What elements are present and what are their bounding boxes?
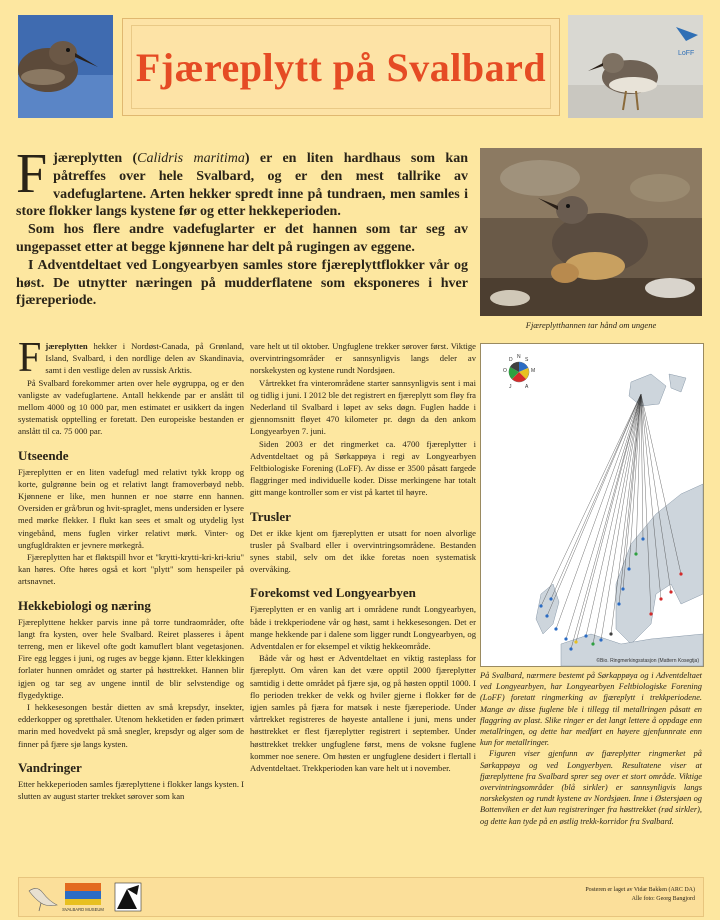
svg-text:A: A [525,384,529,390]
svg-text:D: D [509,357,513,363]
col2-paragraph: Siden 2003 er det ringmerket ca. 4700 fjæreplytter i Adventdeltaet og på Sørkappøya i regi av Longyearbyen Feltbiologiske Forening (LoFF). Av disse er 3500 påsatt fargede flaggringer med individuelle koder. Disse merkingene har totalt gitt mange kontroller som er vist på kartet til høyre. [250,438,476,498]
svg-text:O: O [503,368,507,374]
svg-text:N: N [517,354,521,360]
intro-paragraph-1: Fjæreplytten (Calidris maritima) er en liten hardhaus som kan påtreffes over hele Svalbard, og er den mest tallrike av vadefuglartene. Arten hekker spredt inne på tundraen, men samles i store flokker langs kystene før og etter hekkeperioden. [16,143,468,220]
col1-paragraph: Fjæreplytten er en liten vadefugl med relativt tykk kropp og korte, gulgrønne bein og et relativt langt framoverbøyd nebb. Kjønnene er like, men hunnen er noe større enn hannen. Oversiden er grå/brun og hvit-spraglet, mens undersiden er lysere med mørke flekker. I flukt kan sees et smalt og utydelig lyst vingebånd, mens fuglen virker relativt mørk. Vinter- og ungfugldrakten er jevnere mørkegrå. [18,466,244,550]
footer-credits: Posteren er laget av Vidar Bakken (ARC DA) Alle foto: Georg Bangjord [585,887,695,902]
col1-dropcap: F [18,335,42,381]
page-title: Fjæreplytt på Svalbard [135,44,547,90]
svg-text:SVALBARD MUSEUM: SVALBARD MUSEUM [62,907,104,912]
heading-utseende: Utseende [18,447,69,463]
svg-text:M: M [531,368,536,374]
col1-paragraph: I hekkesesongen består dietten av små krepsdyr, insekter, edderkopper og spretthaler. Utenom hekketiden er føden primært marin med hovedvekt på små snegler, krepsdyr og alger som de finner på fjære sjø langs kysten. [18,702,244,749]
col2-paragraph: vare helt ut til oktober. Ungfuglene trekker sørover først. Viktige overvintringsområder er sannsynligvis langs deler av norskekysten og kystene rundt Nordsjøen. [250,341,476,376]
heading-vandringer: Vandringer [18,759,82,775]
col1-lead: Fjæreplytten hekker i Nordøst-Canada, på Grønland, Island, Svalbard, i den nordlige delen av Skandinavia, samt i den vestlige delen av russisk Arktis. [18,335,244,381]
photo-sandpiper-chicks [480,148,702,316]
photo-sandpiper-left [18,15,113,118]
map-credit: ©Bio. Ringmerkingsstasjon (Mattern Kosegtja) [596,658,699,664]
bird-logo-icon [27,881,59,913]
photo-sandpiper-right [568,15,703,118]
col1-paragraph: På Svalbard forekommer arten over hele øygruppa, og er den vanligste av vadefuglartene. Antall hekkende par er anslått til mellom 4000 og 10 000 par, men estimatet er usikkert da ingen systematisk opptelling er foretatt. Den europeiske bestanden er anslått til ca. 75 000 par. [18,377,244,437]
title-panel [122,18,560,116]
svg-text:LoFF: LoFF [678,50,695,57]
svalbard-museum-logo [62,881,104,913]
map-caption [480,670,702,827]
svg-text:J: J [509,384,512,390]
intro-paragraph-3: I Adventdeltaet ved Longyearbyen samles store fjæreplyttflokker vår og høst. De utnytter næringen på mudderflatene som eksponeres i hver fjæreperiode. [16,257,468,309]
col2-paragraph: Fjæreplytten er en vanlig art i områdene rundt Longyearbyen, både i trekkperiodene vår og høst, samt i hekkesesongen. Det er mange hekkende par i dalene som ligger rundt Longyearbyen, og Adventdalen er for eksempel et viktig hekkeområde. [250,604,476,652]
col2-paragraph: Det er ikke kjent om fjæreplytten er utsatt for noen alvorlige trusler på Svalbard eller i overvintringsområdene. Bestanden synes stabil, selv om det ikke foretas noen systematisk overvåking. [250,527,476,575]
recovery-map [480,343,704,667]
title-frame [131,25,551,109]
col1-paragraph: Fjæreplyttene hekker parvis inne på torre tundraområder, ofte langt fra kysten, over hele Svalbard. Reiret plasseres i åpent terreng, men er likevel ofte godt kamuflert blant vegetasjonen. Fire egg legges i juni, og ruges av begge kjønn. Etter klekkingen forlater hunnen området og starter på høsttrekket. Hannen blir igjen og tar seg av ungene inntil de blir selvstendige og flygedyktige. [18,616,244,700]
text-column-1 [18,335,244,802]
intro-paragraph-2: Som hos flere andre vadefuglarter er det hannen som tar seg av ungepasset etter at begge kjønnene har delt på rugingen av eggene. [16,222,468,255]
photo-caption: Fjæreplytthannen tar hånd om ungene [525,320,657,330]
col2-paragraph: Vårtrekket fra vinterområdene starter sannsynligvis sent i mai og tidlig i juni. I 2012 ble det registrert en fjæreplytt som fløy fra Nederland til Svalbard i løpet av seks døgn. Fuglen hadde i gjennomsnitt fløyet 470 kilometer pr. døgn da den ankom Longyearbyen 7. juni. [250,377,476,437]
map-graphic [481,344,703,666]
intro-text [16,143,468,310]
footer [18,877,704,917]
map-caption-paragraph-1: På Svalbard, nærmere bestemt på Sørkappøya og i Adventdeltaet ved Longyearbyen, har Longyearbyen Feltbiologiske Forening (LoFF) foretatt ringmerking av fjæreplytt i trekkperiodene. Mange av disse fuglene ble i tillegg til metallringen påsatt en flaggring av plast. Slike ringer er det langt lettere å oppdage enn metallringen, og dette har medført en høyere gjenfunnrate enn kun for metallringer. [480,671,702,748]
map-caption-paragraph-2: Figuren viser gjenfunn av fjæreplytter ringmerket på Sørkappøya og ved Longyerbyen. Resultatene viser at fjæreplyttene fra Svalbard sprer seg over et stort område. Viktige overvintringsområder (blå sirkler) er sannsynligvis langs norskekysten og rundt kystene av Nordsjøen. Inne i Østersjøen og Bottenviken er det kun registreringer fra høsttrekket (rød sirkler), og dette kan tyde på en østlig trekk-korridor fra Svalbard. [480,749,702,826]
heading-trusler: Trusler [250,508,291,524]
heading-forekomst: Forekomst ved Longyearbyen [250,585,416,601]
heading-hekkebiologi: Hekkebiologi og næring [18,597,151,613]
col1-paragraph: Etter hekkeperioden samles fjæreplyttene i flokker langs kysten. I slutten av august starter trekket sørover som kan [18,778,244,802]
col1-paragraph: Fjæreplytten har et fløktspill hvor et "krytti-krytti-kri-kri-kriu" kan høres. Ofte høres også et kort "plytt" som henspeiler på artsnavnet. [18,552,244,587]
text-column-2 [250,340,476,774]
svg-text:S: S [525,357,529,363]
col2-paragraph: Både vår og høst er Adventdeltaet en viktig rasteplass for fjæreplytt. Om våren kan det være opptil 2000 fjæreplytter samtidig i dette området på fjære sjø, og på høsten opptil 1000. I flo perioden trekker de vekk og hviler gjerne i flokker før de igjen samles på fjæra for matsøk i neste fjæreperiode. Under vårtrekket registreres de høyeste antallene i juni, mens under høsttrekket er flest fjæreplytter registrert i september. Under høsttrekket trekker ungfuglene først, mens de voksne fuglene kommer noe senere. Om høsten er ungfuglene desidert i flertall i Adventdeltaet. Trekkperioden kan vare helt ut i november. [250,653,476,774]
institution-logo-icon [115,881,141,913]
intro-dropcap: F [16,143,48,205]
